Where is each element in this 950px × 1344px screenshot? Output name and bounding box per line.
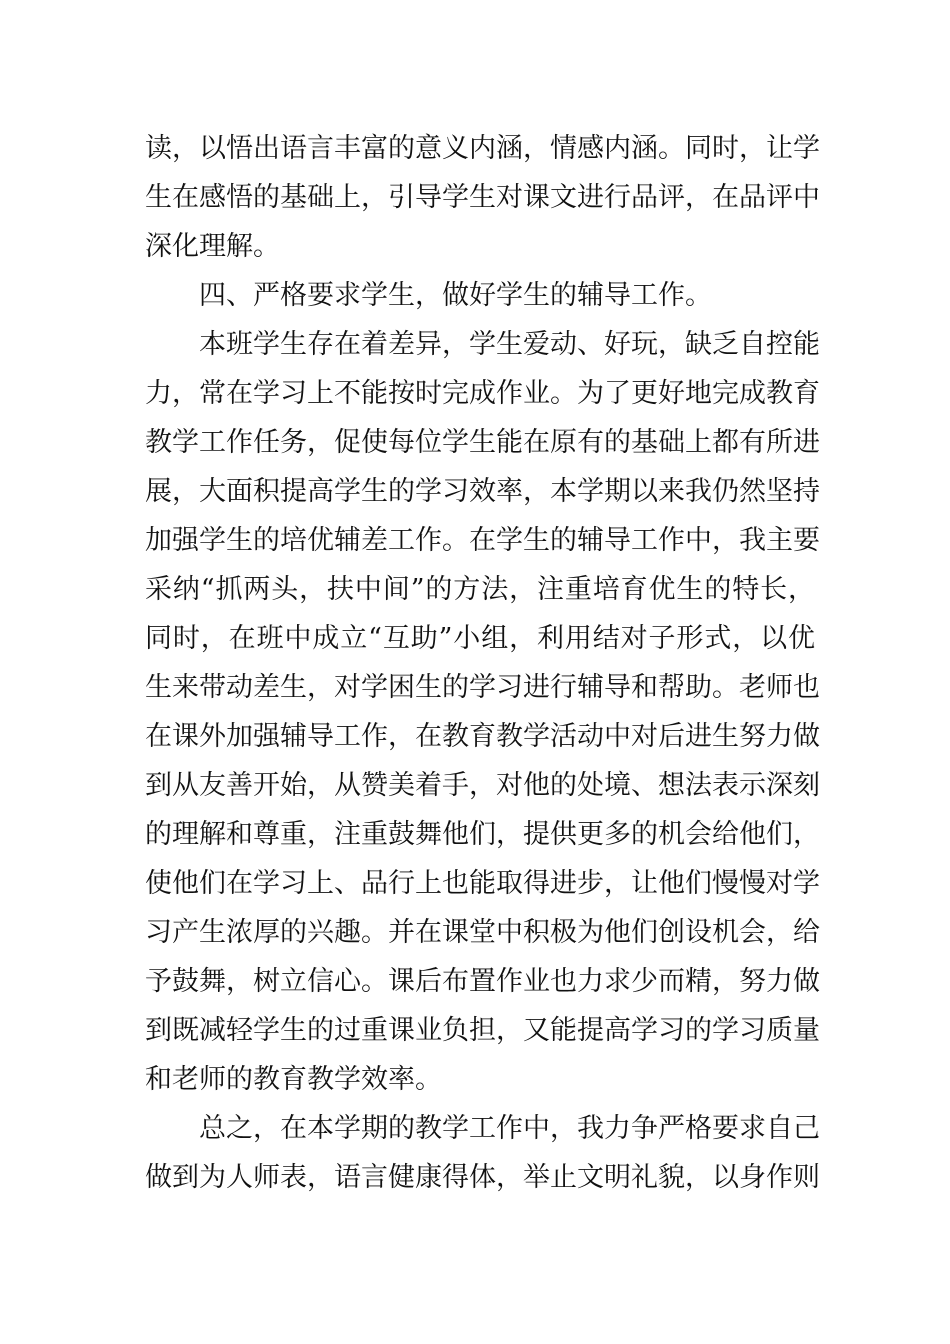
text-line-15: 的理解和尊重，注重鼓舞他们，提供更多的机会给他们，: [145, 819, 820, 850]
text-line-12: 生来带动差生，对学困生的学习进行辅导和帮助。老师也: [145, 672, 820, 703]
text-line-10: 采纳“抓两头，扶中间”的方法，注重培育优生的特长，: [145, 574, 815, 605]
text-line-7: 教学工作任务，促使每位学生能在原有的基础上都有所进: [145, 427, 820, 458]
section-heading: 四、严格要求学生，做好学生的辅导工作。: [199, 280, 712, 311]
text-line-22: 做到为人师表，语言健康得体，举止文明礼貌，以身作则: [145, 1162, 820, 1193]
text-line-8: 展，大面积提高学生的学习效率，本学期以来我仍然坚持: [145, 476, 820, 507]
text-line-9: 加强学生的培优辅差工作。在学生的辅导工作中，我主要: [145, 525, 820, 556]
text-line-17: 习产生浓厚的兴趣。并在课堂中积极为他们创设机会，给: [145, 917, 820, 948]
text-line-18: 予鼓舞，树立信心。课后布置作业也力求少而精，努力做: [145, 966, 820, 997]
text-line-6: 力，常在学习上不能按时完成作业。为了更好地完成教育: [145, 378, 820, 409]
text-line-3: 深化理解。: [145, 231, 280, 262]
text-line-19: 到既减轻学生的过重课业负担，又能提高学习的学习质量: [145, 1015, 820, 1046]
text-line-5: 本班学生存在着差异，学生爱动、好玩，缺乏自控能: [199, 329, 820, 360]
text-line-20: 和老师的教育教学效率。: [145, 1064, 442, 1095]
text-line-21: 总之，在本学期的教学工作中，我力争严格要求自己: [199, 1113, 820, 1144]
text-line-13: 在课外加强辅导工作，在教育教学活动中对后进生努力做: [145, 721, 820, 752]
text-line-11: 同时，在班中成立“互助”小组，利用结对子形式，以优: [145, 623, 815, 654]
text-line-16: 使他们在学习上、品行上也能取得进步，让他们慢慢对学: [145, 868, 820, 899]
text-line-1: 读，以悟出语言丰富的意义内涵，情感内涵。同时，让学: [145, 133, 820, 164]
text-line-2: 生在感悟的基础上，引导学生对课文进行品评，在品评中: [145, 182, 820, 213]
text-line-14: 到从友善开始，从赞美着手，对他的处境、想法表示深刻: [145, 770, 820, 801]
